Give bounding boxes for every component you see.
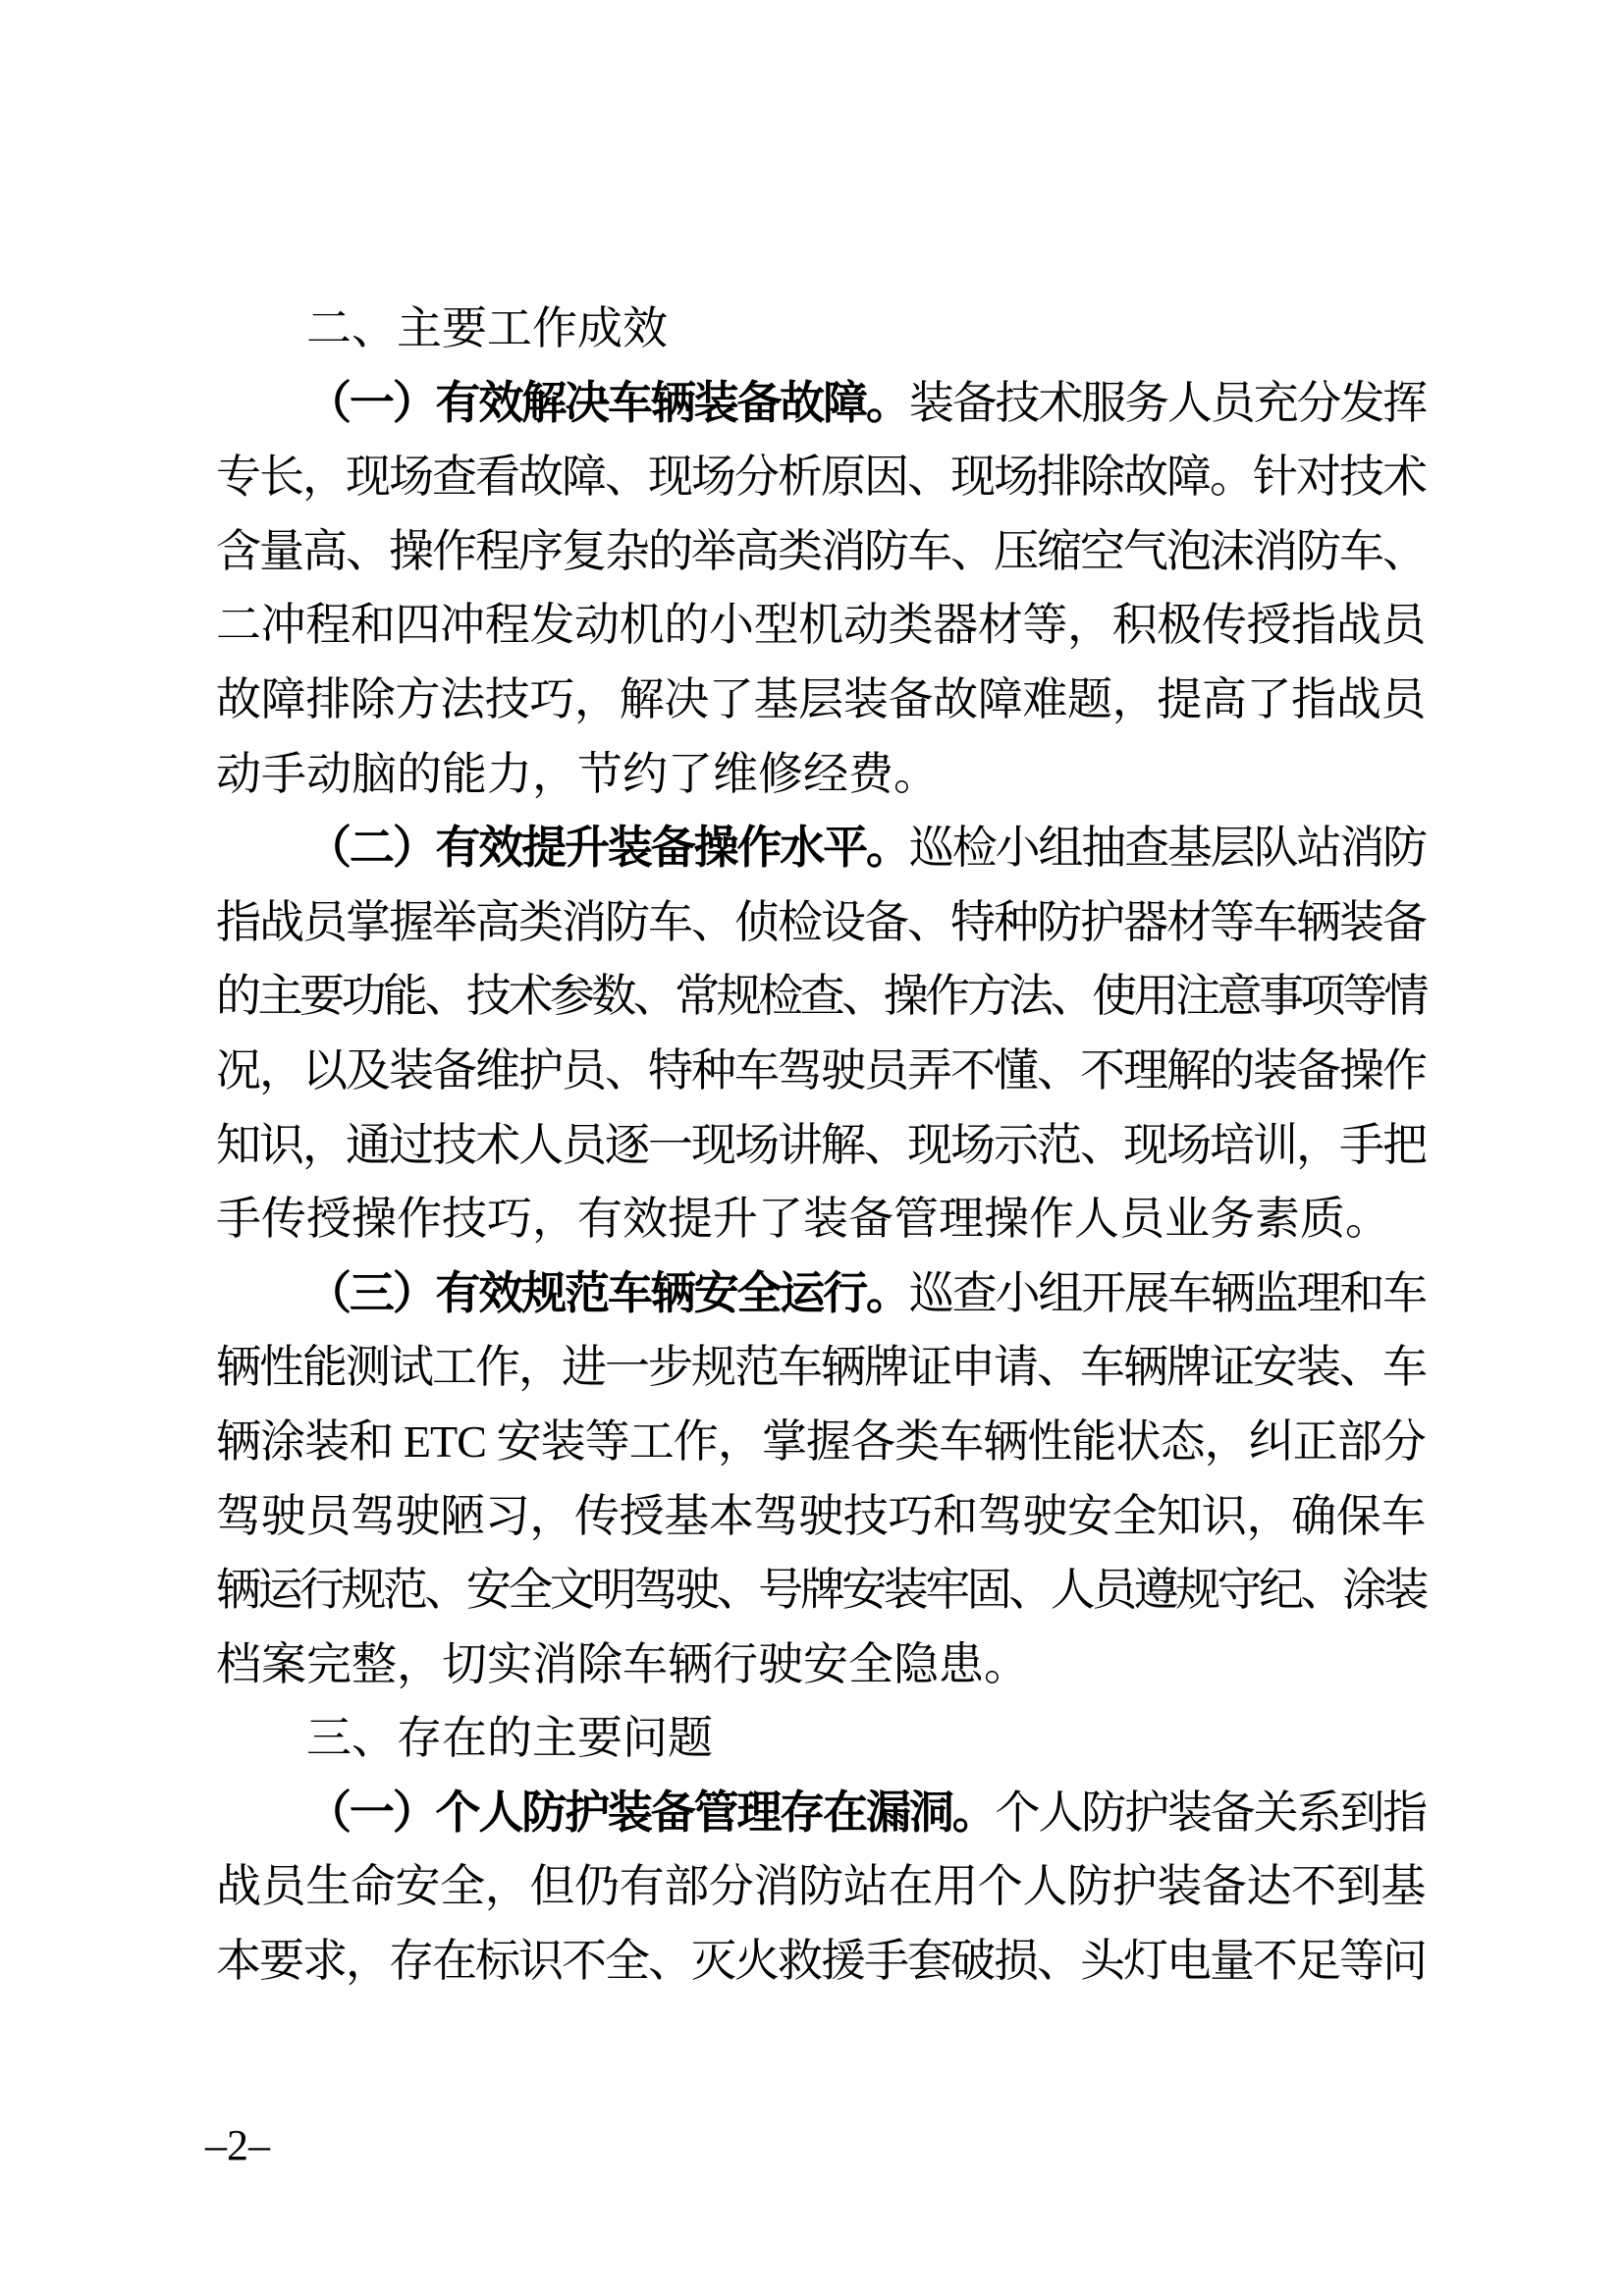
line-text	[216, 1564, 1426, 1615]
line-text	[216, 1415, 1426, 1467]
line-text	[216, 599, 1426, 650]
line-text	[306, 1712, 713, 1763]
paragraph-line	[216, 1330, 1426, 1405]
line-text	[216, 525, 1426, 576]
line-text	[306, 1787, 1426, 1838]
paragraph-line	[216, 440, 1426, 514]
paragraph-line	[216, 737, 1426, 812]
line-text	[216, 1193, 1390, 1244]
page-number: –2–	[205, 2121, 270, 2169]
paragraph-line	[216, 514, 1426, 589]
text-run: 二、主要工作成效	[306, 302, 668, 353]
text-run: 的主要功能、技术参数、常规检查、操作方法、使用注意事项等情	[216, 970, 1427, 1022]
paragraph-line	[216, 1108, 1426, 1183]
text-run: 专长，现场查看故障、现场分析原因、现场排除故障。针对技术	[216, 451, 1426, 503]
line-text	[306, 1267, 1426, 1318]
line-text	[216, 673, 1426, 724]
line-text	[216, 1638, 1029, 1689]
paragraph-line	[216, 1479, 1426, 1554]
line-text	[216, 1044, 1426, 1095]
line-text	[216, 451, 1426, 502]
text-run: 个人防护装备关系到指	[995, 1786, 1427, 1838]
paragraph-line	[216, 885, 1426, 960]
text-run: 装备技术服务人员充分发挥	[908, 376, 1427, 428]
text-run: 辆性能测试工作，进一步规范车辆牌证申请、车辆牌证安装、车	[216, 1341, 1426, 1393]
text-run: 三、存在的主要问题	[306, 1712, 713, 1764]
paragraph-line	[216, 1628, 1426, 1702]
text-run: 战员生命安全，但仍有部分消防站在用个人防护装备达不到基	[216, 1860, 1427, 1912]
paragraph-line	[216, 1924, 1426, 1999]
text-run: 本要求，存在标识不全、灭火救援手套破损、头灯电量不足等问	[216, 1935, 1426, 1987]
paragraph-line	[216, 959, 1426, 1034]
text-run: 指战员掌握举高类消防车、侦检设备、特种防护器材等车辆装备	[216, 895, 1426, 947]
paragraph-line	[216, 811, 1426, 885]
line-text	[216, 1490, 1426, 1541]
text-run: 动手动脑的能力，节约了维修经费。	[216, 747, 939, 799]
text-run: 含量高、操作程序复杂的举高类消防车、压缩空气泡沫消防车、	[216, 524, 1426, 576]
document-body	[216, 292, 1426, 1999]
text-run: 辆运行规范、安全文明驾驶、号牌安装牢固、人员遵规守纪、涂装	[216, 1564, 1427, 1616]
paragraph-line	[216, 663, 1426, 737]
text-run: 巡检小组抽查基层队站消防	[908, 822, 1427, 874]
line-text	[216, 1341, 1426, 1392]
line-text	[216, 970, 1426, 1021]
text-run: 驾驶员驾驶陋习，传授基本驾驶技巧和驾驶安全知识，确保车	[216, 1489, 1427, 1541]
text-run: 知识，通过技术人员逐一现场讲解、现场示范、现场培训，手把	[216, 1118, 1426, 1170]
text-run: 安装等工作，掌握各类车辆性能状态，纠正部分	[496, 1415, 1426, 1467]
paragraph-line	[216, 1849, 1426, 1924]
bold-lead-run: （一）个人防护装备管理存在漏洞。	[306, 1786, 996, 1838]
line-text	[216, 1119, 1426, 1170]
line-text	[216, 896, 1426, 947]
paragraph-line	[216, 1034, 1426, 1108]
line-text	[216, 1860, 1426, 1911]
bold-lead-run: （一）有效解决车辆装备故障。	[306, 376, 909, 428]
line-text	[216, 748, 939, 799]
paragraph-line	[216, 1182, 1426, 1256]
latin-run: ETC	[393, 1415, 497, 1467]
line-text	[216, 1935, 1426, 1986]
text-run: 况，以及装备维护员、特种车驾驶员弄不懂、不理解的装备操作	[216, 1043, 1426, 1095]
paragraph-line	[216, 588, 1426, 663]
text-run: 故障排除方法技巧，解决了基层装备故障难题，提高了指战员	[216, 672, 1427, 724]
text-run: 二冲程和四冲程发动机的小型机动类器材等，积极传授指战员	[216, 599, 1427, 651]
paragraph-line	[216, 1776, 1426, 1850]
text-run: 手传授操作技巧，有效提升了装备管理操作人员业务素质。	[216, 1193, 1390, 1245]
line-text	[306, 302, 668, 353]
line-text	[306, 822, 1426, 873]
paragraph-line	[216, 366, 1426, 441]
text-run: 档案完整，切实消除车辆行驶安全隐患。	[216, 1637, 1029, 1689]
section-heading	[216, 1701, 1426, 1776]
section-heading	[216, 292, 1426, 366]
bold-lead-run: （二）有效提升装备操作水平。	[306, 822, 909, 874]
bold-lead-run: （三）有效规范车辆安全运行。	[306, 1266, 909, 1318]
text-run: 巡查小组开展车辆监理和车	[908, 1266, 1427, 1318]
line-text	[306, 377, 1426, 428]
paragraph-line	[216, 1405, 1426, 1479]
paragraph-line	[216, 1553, 1426, 1628]
paragraph-line	[216, 1256, 1426, 1331]
text-run: 辆涂装和	[216, 1415, 394, 1467]
